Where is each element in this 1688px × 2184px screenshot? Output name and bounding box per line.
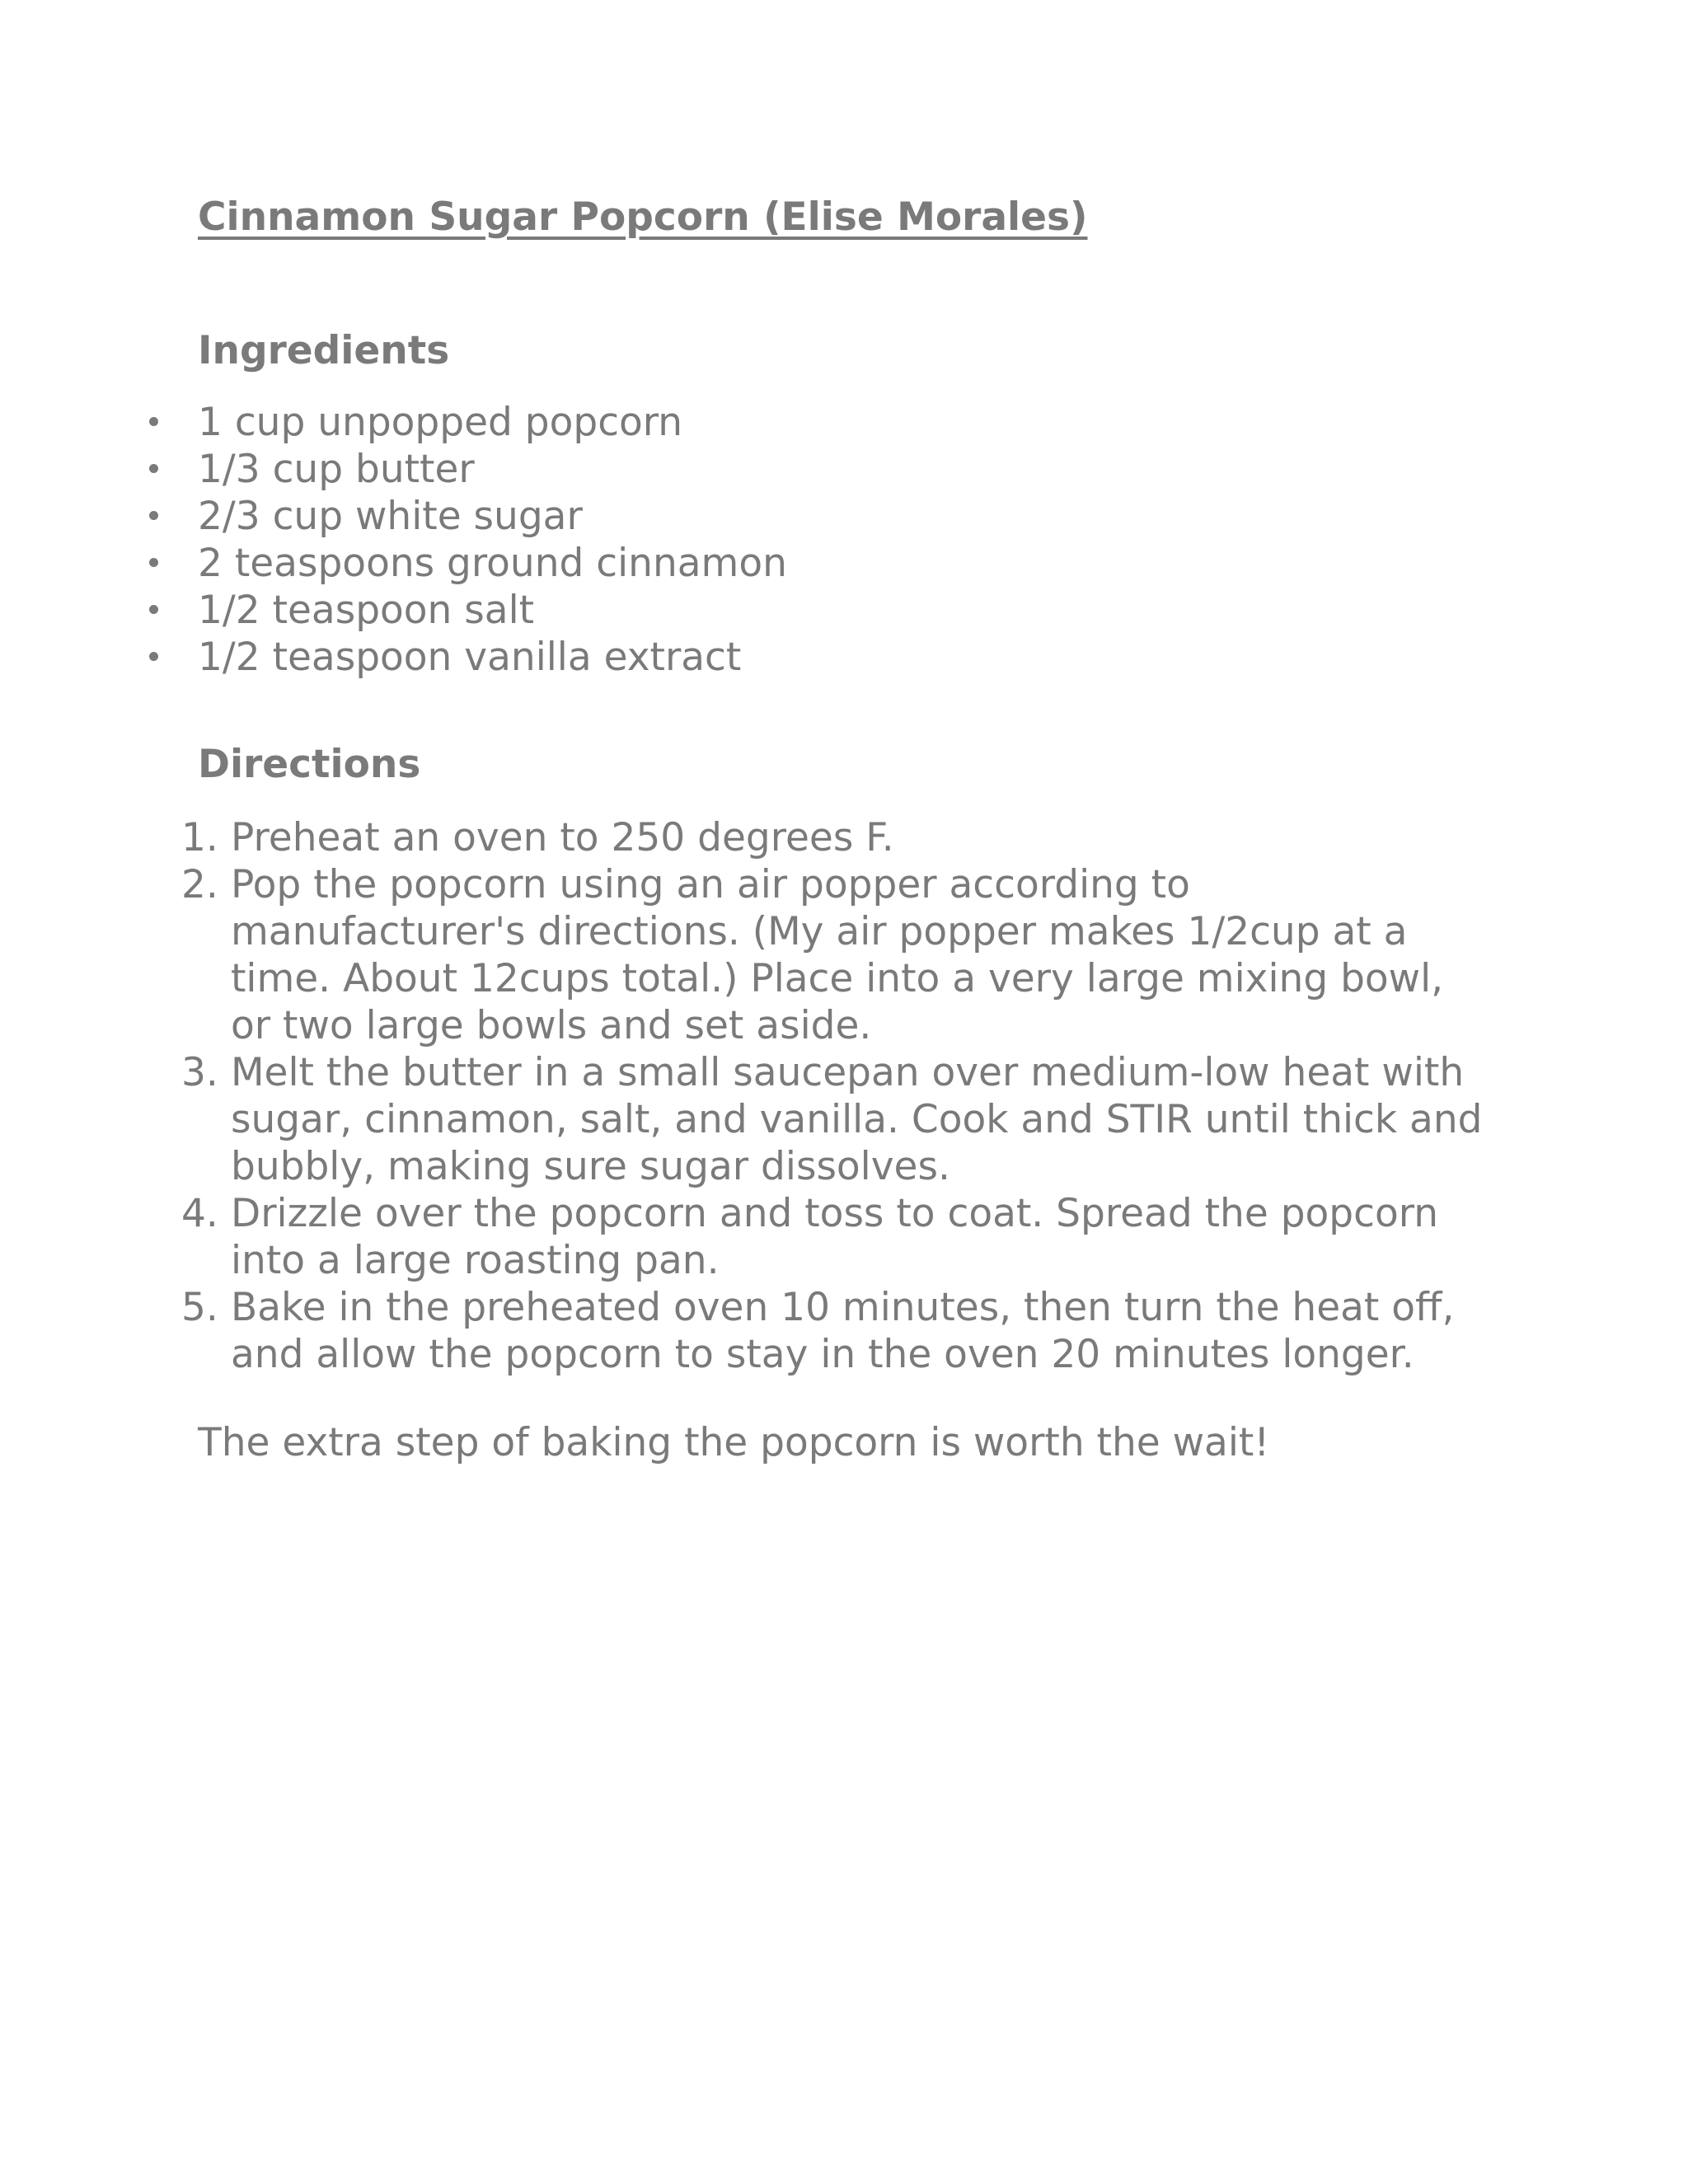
step-number: 3. — [181, 1050, 218, 1095]
bullet-icon — [149, 605, 158, 614]
direction-step — [173, 861, 1492, 1049]
bullet-icon — [149, 652, 158, 661]
bullet-icon — [149, 417, 158, 426]
ingredient-item — [144, 399, 787, 446]
step-text: Preheat an oven to 250 degrees F. — [231, 815, 894, 860]
step-text: Bake in the preheated oven 10 minutes, then turn the heat off, and allow the popcorn to stay in the oven 20 minutes longer. — [231, 1285, 1455, 1377]
direction-step — [173, 1049, 1492, 1190]
ingredient-text: 1/2 teaspoon vanilla extract — [198, 635, 742, 680]
directions-list — [173, 814, 1492, 1378]
ingredient-item — [144, 540, 787, 587]
ingredient-text: 1/3 cup butter — [198, 447, 475, 492]
bullet-icon — [149, 558, 158, 567]
step-number: 5. — [181, 1285, 218, 1330]
ingredient-item — [144, 446, 787, 493]
directions-heading: Directions — [198, 742, 421, 787]
ingredient-item — [144, 587, 787, 634]
closing-note: The extra step of baking the popcorn is worth the wait! — [198, 1420, 1270, 1465]
step-text: Pop the popcorn using an air popper according to manufacturer's directions. (My air popper makes 1/2cup at a time. About 12cups total.) Place into a very large mixing bowl, or two large bowls and set aside. — [231, 862, 1444, 1048]
step-number: 1. — [181, 815, 218, 860]
bullet-icon — [149, 511, 158, 520]
ingredient-item — [144, 493, 787, 540]
direction-step — [173, 1190, 1492, 1284]
bullet-icon — [149, 464, 158, 473]
ingredients-heading: Ingredients — [198, 328, 450, 373]
step-number: 2. — [181, 862, 218, 907]
step-text: Melt the butter in a small saucepan over medium-low heat with sugar, cinnamon, salt, and vanilla. Cook and STIR until thick and bubbly, making sure sugar dissolves. — [231, 1050, 1483, 1189]
ingredient-text: 2/3 cup white sugar — [198, 494, 583, 539]
direction-step — [173, 814, 1492, 861]
step-number: 4. — [181, 1191, 218, 1236]
ingredient-text: 2 teaspoons ground cinnamon — [198, 541, 787, 586]
ingredients-list — [144, 399, 787, 681]
recipe-title: Cinnamon Sugar Popcorn (Elise Morales) — [198, 194, 1088, 240]
ingredient-text: 1 cup unpopped popcorn — [198, 400, 683, 445]
direction-step — [173, 1284, 1492, 1378]
step-text: Drizzle over the popcorn and toss to coat. Spread the popcorn into a large roasting pan. — [231, 1191, 1439, 1283]
ingredient-text: 1/2 teaspoon salt — [198, 588, 535, 633]
ingredient-item — [144, 634, 787, 681]
